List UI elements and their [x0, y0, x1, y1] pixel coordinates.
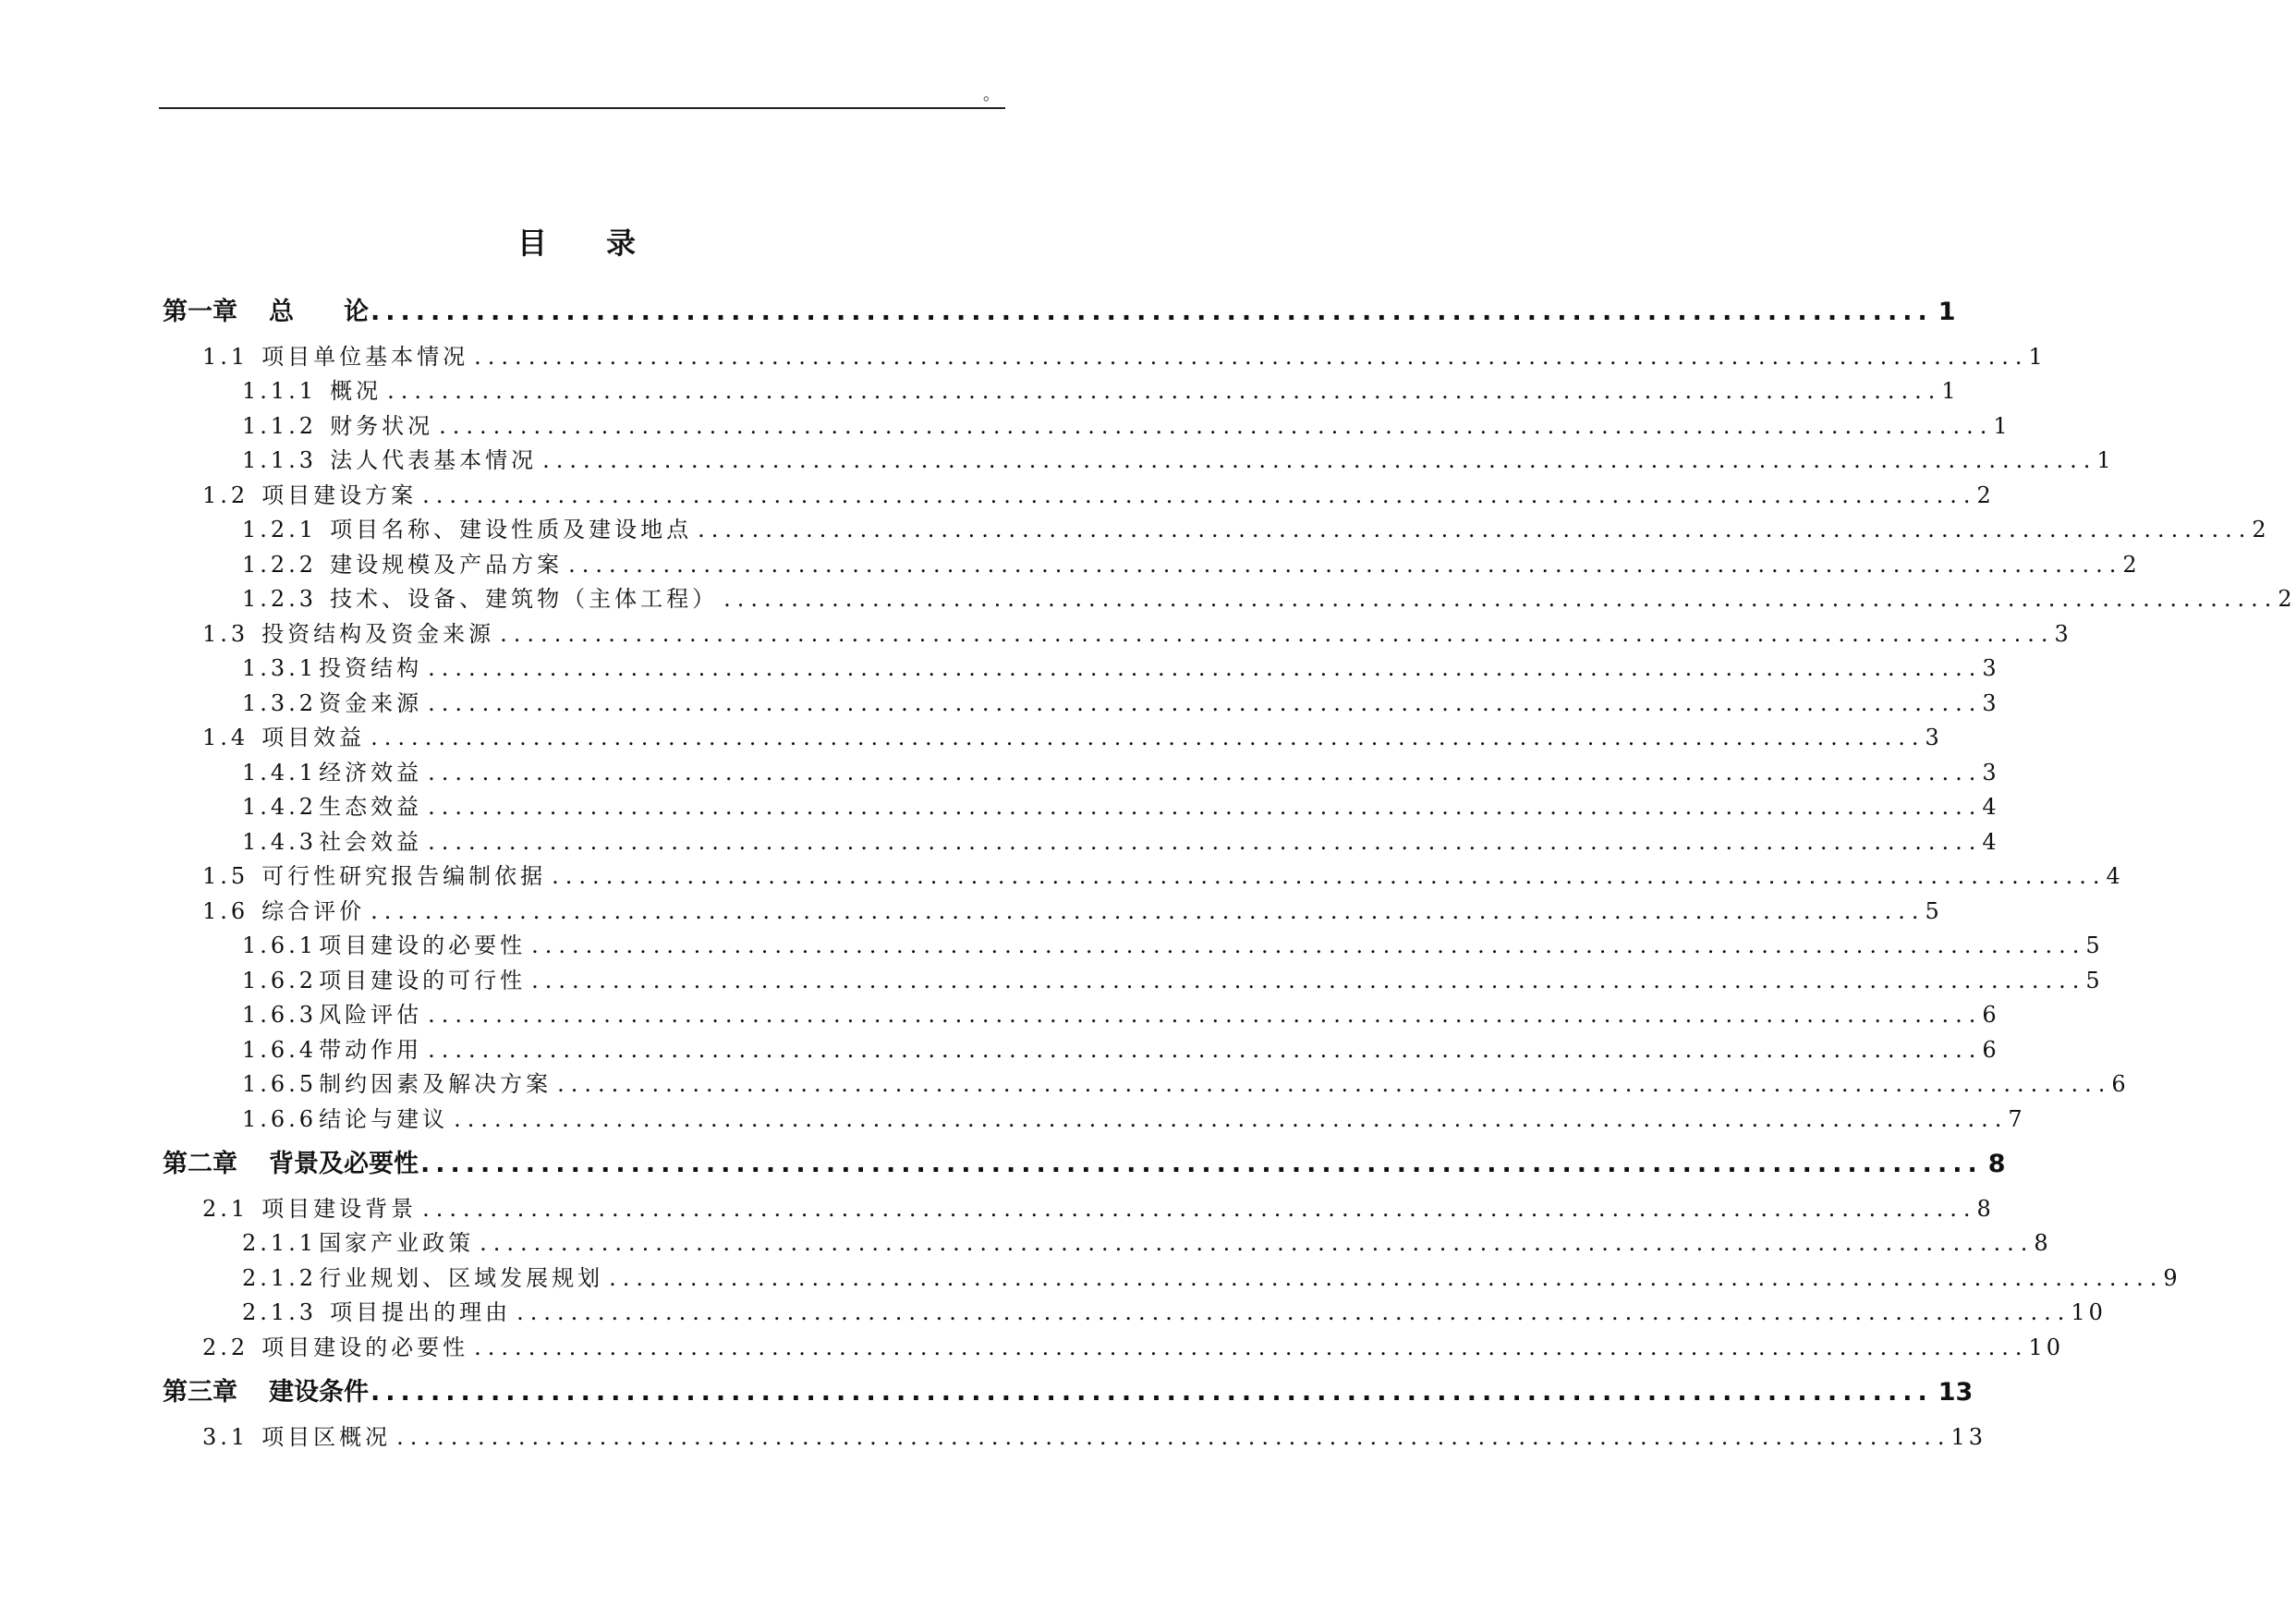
- toc-entry-number: 1.1.1: [242, 378, 318, 404]
- toc-entry-label: [163, 1376, 369, 1409]
- toc-entry-label: [242, 549, 563, 580]
- toc-entry-number: 1.3.2: [242, 690, 318, 716]
- toc-entry-label: [202, 618, 494, 650]
- toc-entry-section[interactable]: [202, 341, 2047, 372]
- toc-dot-leader: ...................................................................................................................: [723, 586, 2278, 612]
- toc-entry-number: 1.3: [202, 621, 249, 647]
- toc-entry-number: 1.5: [202, 863, 249, 889]
- toc-entry-label: [202, 860, 546, 892]
- toc-entry-title: 项目建设背景: [261, 1196, 418, 1222]
- toc-entry-title: 可行性研究报告编制依据: [261, 863, 547, 889]
- toc-dot-leader: ...................................................................................................................: [428, 794, 1983, 820]
- toc-entry-sub[interactable]: [242, 965, 2104, 996]
- toc-dot-leader: ...................................................................................................................: [542, 447, 2097, 473]
- toc-entry-title: 概况: [330, 378, 383, 404]
- toc-entry-label: [242, 1034, 422, 1066]
- toc-entry-sub[interactable]: [242, 583, 2296, 615]
- toc-page-number: 6: [2111, 1071, 2130, 1097]
- toc-entry-title: 投资结构及资金来源: [261, 621, 495, 647]
- toc-entry-title: 项目效益: [261, 725, 366, 750]
- toc-entry-section[interactable]: [202, 1421, 1987, 1453]
- toc-page-number: 8: [1987, 1150, 2006, 1178]
- toc-dot-leader: ...................................................................................................................: [428, 1037, 1983, 1063]
- toc-entry-label: [242, 688, 422, 719]
- toc-entry-title: 社会效益: [319, 829, 423, 855]
- toc-entry-sub[interactable]: [242, 549, 2141, 580]
- toc-page-number: 5: [1925, 898, 1943, 924]
- toc-page-number: 4: [1982, 794, 2000, 820]
- toc-entry-chapter[interactable]: [163, 296, 1956, 329]
- toc-dot-leader: ...................................................................................................................: [474, 1335, 2029, 1360]
- toc-page-number: 4: [1982, 829, 2000, 855]
- toc-entry-title: 投资结构: [319, 655, 423, 681]
- toc-entry-title: 项目建设的必要性: [319, 932, 527, 958]
- toc-entry-number: 1.4.1: [242, 760, 318, 786]
- toc-entry-label: [202, 896, 365, 927]
- toc-dot-leader: ...................................................................................................................: [428, 1002, 1983, 1028]
- toc-entry-label: [202, 1193, 417, 1225]
- title-part-1: 目: [517, 225, 548, 261]
- toc-entry-section[interactable]: [202, 860, 2124, 892]
- toc-entry-label: [202, 1421, 391, 1453]
- toc-entry-title: 结论与建议: [319, 1106, 449, 1132]
- toc-entry-title: 带动作用: [319, 1037, 423, 1063]
- toc-dot-leader: ........................................................................................................: [371, 298, 1933, 326]
- toc-entry-chapter[interactable]: [163, 1148, 2006, 1181]
- toc-dot-leader: ...................................................................................................................: [422, 1196, 1977, 1222]
- toc-entry-number: 1.6.5: [242, 1071, 318, 1097]
- toc-entry-number: 第一章: [163, 298, 237, 326]
- toc-entry-number: 3.1: [202, 1424, 249, 1450]
- toc-entry-sub[interactable]: [242, 791, 2000, 823]
- toc-entry-number: 1.1: [202, 344, 249, 370]
- toc-entry-title: 技术、设备、建筑物（主体工程）: [330, 586, 719, 612]
- toc-entry-section[interactable]: [202, 618, 2072, 650]
- toc-entry-title: 项目建设的必要性: [261, 1335, 469, 1360]
- toc-entry-number: 1.2.3: [242, 586, 318, 612]
- toc-entry-title: 综合评价: [261, 898, 366, 924]
- toc-dot-leader: ...................................................................................................................: [396, 1424, 1951, 1450]
- toc-entry-number: 2.1: [202, 1196, 249, 1222]
- toc-entry-title: 项目建设的可行性: [319, 968, 527, 993]
- toc-entry-number: 第三章: [163, 1378, 237, 1407]
- toc-entry-section[interactable]: [202, 722, 1943, 753]
- toc-page-number: 1: [1993, 413, 2011, 439]
- toc-entry-number: 1.4.2: [242, 794, 318, 820]
- toc-entry-number: 1.2: [202, 482, 249, 508]
- toc-entry-number: 2.1.2: [242, 1265, 318, 1291]
- toc-page-number: 1: [1938, 298, 1956, 326]
- toc-page-number: 5: [2085, 932, 2104, 958]
- toc-page-number: 13: [1938, 1378, 1974, 1407]
- toc-entry-label: [163, 1148, 419, 1181]
- toc-entry-number: 1.2.2: [242, 552, 318, 578]
- toc-entry-section[interactable]: [202, 1332, 2065, 1363]
- toc-page-number: 10: [2028, 1335, 2065, 1360]
- toc-entry-label: [242, 1262, 603, 1294]
- toc-entry-title: 建设条件: [269, 1378, 369, 1407]
- toc-entry-sub[interactable]: [242, 410, 2011, 442]
- toc-entry-number: 1.4: [202, 725, 249, 750]
- toc-entry-label: [242, 791, 422, 823]
- toc-dot-leader: ...................................................................................................................: [609, 1265, 2164, 1291]
- toc-entry-number: 1.6: [202, 898, 249, 924]
- toc-dot-leader: ...................................................................................................................: [428, 760, 1983, 786]
- toc-entry-number: 1.4.3: [242, 829, 318, 855]
- toc-dot-leader: ...................................................................................................................: [474, 344, 2029, 370]
- toc-entry-label: [242, 445, 537, 476]
- toc-entry-label: [202, 1332, 468, 1363]
- toc-dot-leader: ...................................................................................................................: [454, 1106, 2009, 1132]
- toc-entry-title: 经济效益: [319, 760, 423, 786]
- toc-entry-chapter[interactable]: [163, 1376, 1974, 1409]
- toc-page-number: 1: [2096, 447, 2115, 473]
- toc-entry-sub[interactable]: [242, 445, 2115, 476]
- toc-page-number: 13: [1950, 1424, 1987, 1450]
- toc-dot-leader: ...................................................................................................................: [500, 621, 2055, 647]
- toc-entry-title: 国家产业政策: [319, 1230, 475, 1256]
- toc-entry-label: [242, 514, 692, 545]
- toc-entry-label: [242, 1068, 552, 1100]
- toc-dot-leader: ...................................................................................................................: [698, 517, 2253, 542]
- toc-page-number: 1: [2028, 344, 2047, 370]
- toc-entry-label: [242, 999, 422, 1030]
- toc-dot-leader: ...................................................................................................................: [428, 655, 1983, 681]
- toc-entry-title: 项目名称、建设性质及建设地点: [330, 517, 693, 542]
- toc-page-number: 3: [1982, 760, 2000, 786]
- toc-entry-number: 1.1.3: [242, 447, 318, 473]
- toc-dot-leader: ...................................................................................................................: [422, 482, 1977, 508]
- toc-page-number: 3: [1925, 725, 1943, 750]
- toc-dot-leader: ...................................................................................................................: [568, 552, 2123, 578]
- toc-page-number: 5: [2085, 968, 2104, 993]
- toc-page-number: 3: [1982, 655, 2000, 681]
- toc-dot-leader: ...................................................................................................................: [371, 898, 1925, 924]
- toc-entry-sub[interactable]: [242, 1297, 2107, 1328]
- toc-entry-sub[interactable]: [242, 1227, 2052, 1259]
- toc-entry-sub[interactable]: [242, 375, 1960, 407]
- toc-page-number: 9: [2163, 1265, 2181, 1291]
- toc-entry-number: 1.6.3: [242, 1002, 318, 1028]
- toc-entry-sub[interactable]: [242, 1068, 2130, 1100]
- toc-entry-sub[interactable]: [242, 1103, 2026, 1135]
- toc-dot-leader: ...................................................................................................................: [428, 690, 1983, 716]
- toc-entry-sub[interactable]: [242, 757, 2000, 788]
- toc-entry-title: 行业规划、区域发展规划: [319, 1265, 604, 1291]
- toc-entry-title: 制约因素及解决方案: [319, 1071, 553, 1097]
- toc-dot-leader: ...................................................................................................................: [531, 968, 2086, 993]
- toc-page-number: 2: [2278, 586, 2296, 612]
- toc-entry-number: 1.3.1: [242, 655, 318, 681]
- toc-page-number: 2: [1976, 482, 1995, 508]
- toc-entry-number: 第二章: [163, 1150, 237, 1178]
- toc-entry-number: 1.6.4: [242, 1037, 318, 1063]
- toc-entry-label: [163, 296, 369, 329]
- toc-entry-number: 1.6.2: [242, 968, 318, 993]
- toc-entry-title: 建设规模及产品方案: [330, 552, 564, 578]
- toc-dot-leader: ...................................................................................................................: [439, 413, 1994, 439]
- toc-page-number: 7: [2008, 1106, 2026, 1132]
- toc-entry-sub[interactable]: [242, 514, 2270, 545]
- toc-entry-title: 项目建设方案: [261, 482, 418, 508]
- toc-page-number: 4: [2106, 863, 2124, 889]
- toc-dot-leader: ...................................................................................................................: [480, 1230, 2035, 1256]
- toc-entry-number: 1.6.1: [242, 932, 318, 958]
- toc-dot-leader: ...................................................................................................................: [531, 932, 2086, 958]
- toc-dot-leader: ...................................................................................................................: [552, 863, 2107, 889]
- toc-entry-label: [242, 930, 526, 961]
- toc-entry-section[interactable]: [202, 896, 1943, 927]
- toc-entry-number: 2.2: [202, 1335, 249, 1360]
- toc-entry-title: 风险评估: [319, 1002, 423, 1028]
- toc-entry-title: 生态效益: [319, 794, 423, 820]
- toc-page-number: 8: [2034, 1230, 2052, 1256]
- toc-dot-leader: ...................................................................................................................: [371, 725, 1925, 750]
- toc-entry-label: [242, 652, 422, 684]
- toc-entry-sub[interactable]: [242, 652, 2000, 684]
- toc-entry-number: 1.1.2: [242, 413, 318, 439]
- toc-entry-sub[interactable]: [242, 1034, 2000, 1066]
- toc-dot-leader: ...................................................................................................................: [557, 1071, 2112, 1097]
- title-part-2: 录: [606, 225, 637, 261]
- toc-entry-number: 2.1.3: [242, 1299, 318, 1325]
- toc-entry-title: 项目区概况: [261, 1424, 392, 1450]
- toc-page-number: 8: [1976, 1196, 1995, 1222]
- toc-entry-label: [242, 410, 433, 442]
- toc-entry-title: 财务状况: [330, 413, 434, 439]
- toc-dot-leader: ...................................................................................................................: [387, 378, 1942, 404]
- toc-dot-leader: ........................................................................................................: [420, 1150, 1983, 1178]
- toc-entry-sub[interactable]: [242, 999, 2000, 1030]
- toc-entry-sub[interactable]: [242, 688, 2000, 719]
- toc-page-number: 1: [1941, 378, 1960, 404]
- toc-entry-label: [242, 757, 422, 788]
- toc-page-number: 3: [1982, 690, 2000, 716]
- toc-dot-leader: ...................................................................................................................: [516, 1299, 2071, 1325]
- toc-entry-label: [202, 341, 468, 372]
- toc-page-number: 6: [1982, 1002, 2000, 1028]
- toc-dot-leader: ........................................................................................................: [371, 1378, 1933, 1407]
- toc-entry-title: 项目单位基本情况: [261, 344, 469, 370]
- toc-entry-label: [242, 583, 718, 615]
- toc-entry-number: 1.6.6: [242, 1106, 318, 1132]
- toc-entry-label: [202, 480, 417, 511]
- toc-entry-label: [242, 965, 526, 996]
- toc-entry-title: 总 论: [269, 298, 369, 326]
- toc-page-number: 2: [2252, 517, 2270, 542]
- toc-entry-label: [242, 1297, 511, 1328]
- toc-entry-number: 2.1.1: [242, 1230, 318, 1256]
- toc-page-number: 3: [2054, 621, 2072, 647]
- toc-entry-section[interactable]: [202, 1193, 1995, 1225]
- toc-entry-label: [242, 375, 382, 407]
- toc-entry-sub[interactable]: [242, 930, 2104, 961]
- toc-entry-section[interactable]: [202, 480, 1995, 511]
- toc-entry-label: [242, 826, 422, 858]
- toc-entry-title: 项目提出的理由: [330, 1299, 512, 1325]
- toc-entry-label: [242, 1227, 474, 1259]
- header-mark: 。: [983, 85, 1000, 104]
- toc-page-number: 10: [2071, 1299, 2107, 1325]
- toc-entry-number: 1.2.1: [242, 517, 318, 542]
- toc-dot-leader: ...................................................................................................................: [428, 829, 1983, 855]
- toc-entry-sub[interactable]: [242, 1262, 2181, 1294]
- toc-page-number: 2: [2122, 552, 2141, 578]
- toc-entry-label: [242, 1103, 448, 1135]
- toc-page-number: 6: [1982, 1037, 2000, 1063]
- toc-entry-label: [202, 722, 365, 753]
- toc-entry-title: 资金来源: [319, 690, 423, 716]
- toc-entry-title: 背景及必要性: [269, 1150, 419, 1178]
- toc-entry-title: 法人代表基本情况: [330, 447, 538, 473]
- toc-entry-sub[interactable]: [242, 826, 2000, 858]
